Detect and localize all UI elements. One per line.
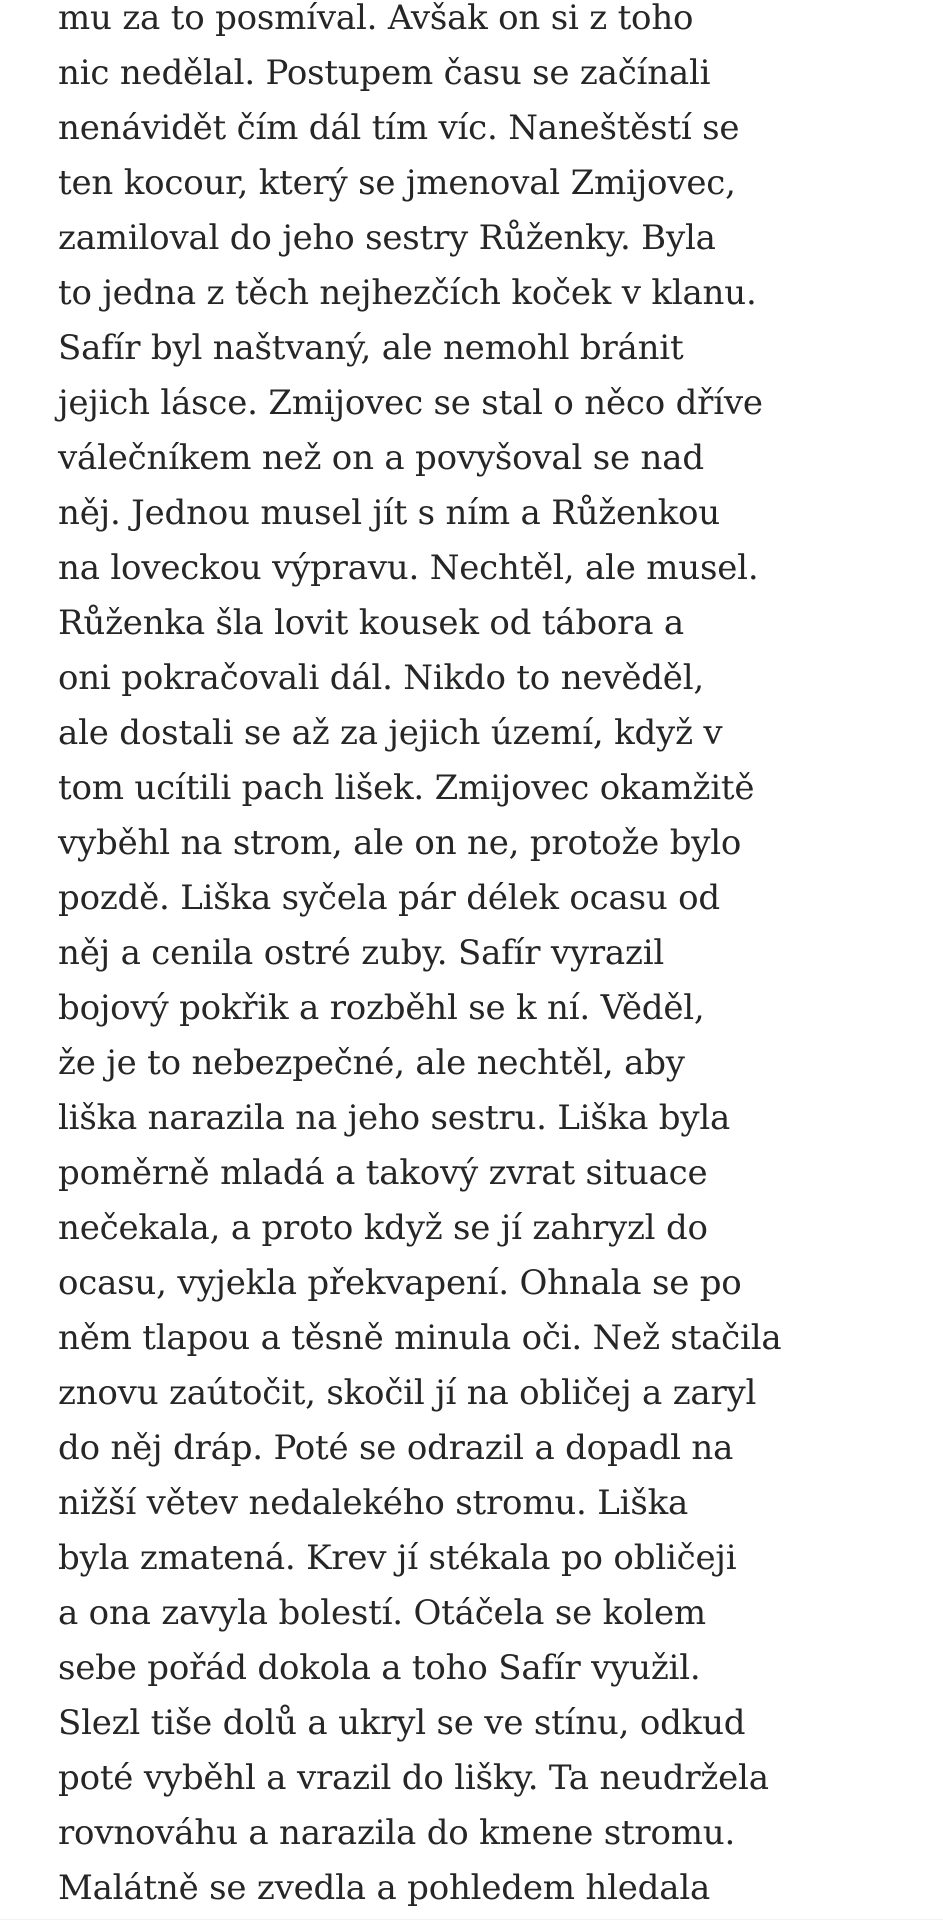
text-line: nižší větev nedalekého stromu. Liška: [58, 1483, 689, 1523]
text-line: nic nedělal. Postupem času se začínali: [58, 53, 711, 93]
text-line: něm tlapou a těsně minula oči. Než stačila: [58, 1318, 782, 1358]
text-line: vyběhl na strom, ale on ne, protože bylo: [58, 823, 742, 863]
text-line: nenávidět čím dál tím víc. Naneštěstí se: [58, 108, 740, 148]
story-text-block: [58, 0, 928, 1916]
text-line: něj a cenila ostré zuby. Safír vyrazil: [58, 933, 665, 973]
text-line: rovnováhu a narazila do kmene stromu.: [58, 1813, 736, 1853]
text-line: ale dostali se až za jejich území, když v: [58, 713, 723, 753]
text-line: tom ucítili pach lišek. Zmijovec okamžitě: [58, 768, 755, 808]
text-line: mu za to posmíval. Avšak on si z toho: [58, 0, 694, 38]
text-line: Slezl tiše dolů a ukryl se ve stínu, odkud: [58, 1703, 746, 1743]
text-line: oni pokračovali dál. Nikdo to nevěděl,: [58, 658, 705, 698]
text-line: zamiloval do jeho sestry Růženky. Byla: [58, 218, 716, 258]
text-line: jejich lásce. Zmijovec se stal o něco dříve: [58, 383, 763, 423]
text-line: liška narazila na jeho sestru. Liška byla: [58, 1098, 731, 1138]
text-line: bojový pokřik a rozběhl se k ní. Věděl,: [58, 988, 705, 1028]
text-line: sebe pořád dokola a toho Safír využil.: [58, 1648, 701, 1688]
text-line: že je to nebezpečné, ale nechtěl, aby: [58, 1043, 685, 1083]
text-line: něj. Jednou musel jít s ním a Růženkou: [58, 493, 720, 533]
text-line: a ona zavyla bolestí. Otáčela se kolem: [58, 1593, 706, 1633]
text-line: znovu zaútočit, skočil jí na obličej a zaryl: [58, 1373, 757, 1413]
text-line: ocasu, vyjekla překvapení. Ohnala se po: [58, 1263, 742, 1303]
text-line: poté vyběhl a vrazil do lišky. Ta neudržela: [58, 1758, 769, 1798]
text-line: na loveckou výpravu. Nechtěl, ale musel.: [58, 548, 759, 588]
text-line: ten kocour, který se jmenoval Zmijovec,: [58, 163, 736, 203]
text-line: pozdě. Liška syčela pár délek ocasu od: [58, 878, 720, 918]
text-line: válečníkem než on a povyšoval se nad: [58, 438, 704, 478]
text-line: poměrně mladá a takový zvrat situace: [58, 1153, 708, 1193]
text-line: to jedna z těch nejhezčích koček v klanu.: [58, 273, 757, 313]
text-line: Malátně se zvedla a pohledem hledala: [58, 1868, 711, 1908]
text-line: byla zmatená. Krev jí stékala po obličeji: [58, 1538, 737, 1578]
text-line: nečekala, a proto když se jí zahryzl do: [58, 1208, 708, 1248]
text-line: Safír byl naštvaný, ale nemohl bránit: [58, 328, 684, 368]
text-line: do něj dráp. Poté se odrazil a dopadl na: [58, 1428, 734, 1468]
text-line: Růženka šla lovit kousek od tábora a: [58, 603, 684, 643]
